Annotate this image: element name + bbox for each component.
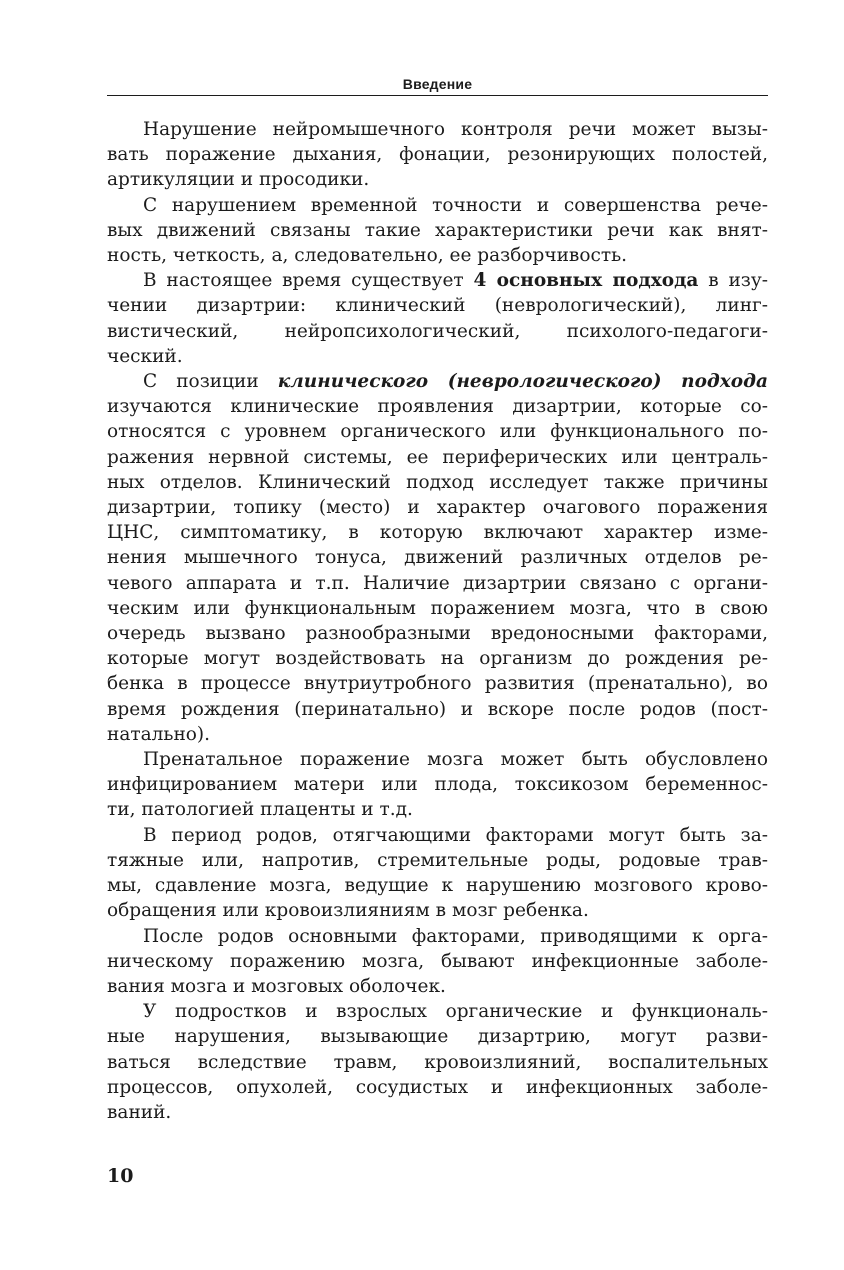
text-line: изучаются клинические проявления дизартрии, которые со- [107, 396, 768, 418]
bold-term: 4 основных подхода [473, 270, 699, 292]
paragraph [107, 747, 768, 823]
text-line: дизартрии, топику (место) и характер очагового поражения [107, 497, 768, 519]
text-line: ческий. [107, 345, 183, 367]
text-run: в изу- [698, 270, 768, 292]
header-rule [107, 95, 768, 96]
text-run: В настоящее время существует [143, 270, 474, 292]
text-line: После родов основными факторами, приводящими к орга- [143, 925, 768, 947]
text-line [107, 369, 768, 394]
text-line: натально). [107, 723, 211, 745]
text-line: вых движений связаны такие характеристики речи как внят- [107, 219, 768, 241]
text-line: очередь вызвано разнообразными вредоносными факторами, [107, 623, 768, 645]
emphasized-term: клинического (неврологического) подхода [277, 371, 768, 393]
text-line: ти, патологией плаценты и т.д. [107, 799, 413, 821]
paragraph [107, 924, 768, 1000]
page-number: 10 [107, 1165, 134, 1187]
text-line: которые могут воздействовать на организм до рождения ре- [107, 648, 768, 670]
text-line: время рождения (перинатально) и вскоре после родов (пост- [107, 698, 768, 720]
text-line [107, 268, 768, 293]
text-line: ных отделов. Клинический подход исследует также причины [107, 471, 768, 493]
text-line: чевого аппарата и т.п. Наличие дизартрии связано с органи- [107, 572, 768, 594]
text-line: ническому поражению мозга, бывают инфекционные заболе- [107, 950, 768, 972]
paragraph [107, 999, 768, 1125]
text-line: артикуляции и просодики. [107, 169, 370, 191]
text-line: ваться вследствие травм, кровоизлияний, воспалительных [107, 1051, 768, 1073]
body-text [107, 117, 768, 1125]
text-line: У подростков и взрослых органические и функциональ- [143, 1001, 768, 1023]
text-line: инфицированием матери или плода, токсикозом беременнос- [107, 774, 768, 796]
text-line: вания мозга и мозговых оболочек. [107, 975, 446, 997]
text-line: ность, четкость, а, следовательно, ее разборчивость. [107, 245, 628, 267]
paragraph [107, 268, 768, 369]
text-line: мы, сдавление мозга, ведущие к нарушению мозгового крово- [107, 875, 768, 897]
text-line: бенка в процессе внутриутробного развития (пренатально), во [107, 673, 768, 695]
text-line: С нарушением временной точности и совершенства рече- [143, 194, 768, 216]
text-line: вать поражение дыхания, фонации, резонирующих полостей, [107, 144, 768, 166]
running-title: Введение [402, 76, 473, 92]
text-line: процессов, опухолей, сосудистых и инфекционных заболе- [107, 1076, 768, 1098]
paragraph [107, 823, 768, 924]
text-line: вистический, нейропсихологический, психолого-педагоги- [107, 320, 768, 342]
text-line: нения мышечного тонуса, движений различных отделов ре- [107, 547, 768, 569]
text-line: ЦНС, симптоматику, в которую включают характер изме- [107, 522, 768, 544]
paragraph [107, 117, 768, 193]
text-line: относятся с уровнем органического или функционального по- [107, 421, 768, 443]
text-line: Нарушение нейромышечного контроля речи может вызы- [143, 119, 768, 140]
text-line: тяжные или, напротив, стремительные роды, родовые трав- [107, 849, 768, 871]
text-line: ные нарушения, вызывающие дизартрию, могут разви- [107, 1026, 768, 1048]
text-line: В период родов, отягчающими факторами могут быть за- [143, 824, 768, 846]
text-line: ражения нервной системы, ее периферических или централь- [107, 446, 768, 468]
text-line: чении дизартрии: клинический (неврологический), линг- [107, 295, 768, 317]
paragraph [107, 193, 768, 269]
text-line: ческим или функциональным поражением мозга, что в свою [107, 597, 768, 619]
text-line: ваний. [107, 1101, 172, 1123]
paragraph [107, 369, 768, 747]
text-line: обращения или кровоизлияниям в мозг ребенка. [107, 900, 589, 922]
text-run: С позиции [143, 371, 278, 393]
text-line: Пренатальное поражение мозга может быть обусловлено [143, 749, 768, 771]
